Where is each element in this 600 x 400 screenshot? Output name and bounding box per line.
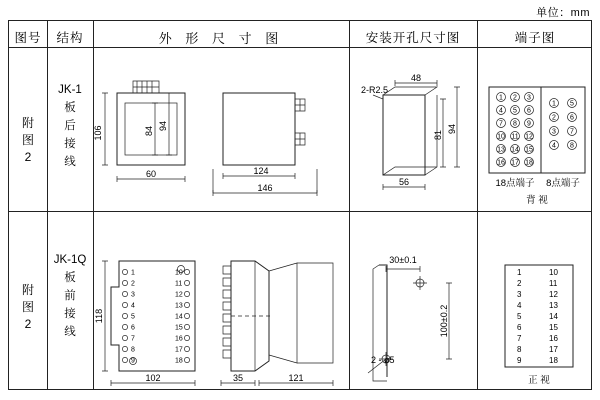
row2-dim-102: 102 [145,373,161,383]
svg-text:11: 11 [549,279,558,288]
svg-text:13: 13 [549,301,558,310]
svg-text:6: 6 [527,107,531,115]
svg-text:6: 6 [570,114,574,122]
svg-text:10: 10 [175,269,183,277]
row1-dim-56: 56 [398,177,410,187]
svg-text:16: 16 [497,159,505,167]
svg-text:12: 12 [175,291,183,299]
svg-text:10: 10 [497,133,505,141]
svg-text:4: 4 [499,107,503,115]
row2-structure-2: 板 [64,272,76,284]
row1-fig-no-1: 附 [21,116,34,130]
row2-terminal-numbers-left [517,268,522,365]
row2-fig-no-1: 附 [21,283,34,297]
row2-structure-3: 前 [64,290,76,302]
svg-text:8: 8 [131,346,135,354]
drawing-table [8,20,592,390]
svg-text:5: 5 [513,107,517,115]
svg-text:1: 1 [499,94,503,102]
svg-text:1: 1 [517,268,522,277]
svg-text:4: 4 [517,301,522,310]
svg-text:18: 18 [549,356,558,365]
svg-text:3: 3 [527,94,531,102]
svg-text:18: 18 [175,357,183,365]
svg-text:15: 15 [549,323,558,332]
svg-text:7: 7 [499,120,503,128]
row1-dim-r25: 2-R2.5 [361,85,389,95]
svg-text:5: 5 [517,312,522,321]
header-mounting: 安装开孔尺寸图 [365,31,461,45]
row2-dim-30: 30±0.1 [389,255,417,265]
row1-dim-48: 48 [410,73,422,83]
svg-text:1: 1 [552,100,556,108]
svg-text:4: 4 [131,302,135,310]
row2-dim-2o5: 2 - ø5 [371,355,395,365]
row2-dim-100: 100±0.2 [439,304,449,338]
svg-text:8: 8 [570,142,574,150]
svg-text:9: 9 [527,120,531,128]
svg-text:9: 9 [517,356,522,365]
row2-terminal-numbers-right [549,268,558,365]
row1-terminal-view-label: 背 视 [526,195,548,206]
row1-structure-4: 接 [64,138,76,150]
svg-text:3: 3 [552,128,556,136]
svg-text:3: 3 [517,290,522,299]
row1-structure-1: JK-1 [58,84,82,96]
svg-text:13: 13 [175,302,183,310]
row1-fig-no-2: 图 [21,133,34,147]
row1-structure-2: 板 [64,102,76,114]
svg-text:10: 10 [549,268,558,277]
row1-drawings [9,21,593,391]
svg-text:8: 8 [513,120,517,128]
svg-text:11: 11 [511,133,519,141]
row1-fig-no-3: 2 [24,150,32,164]
svg-text:17: 17 [511,159,519,167]
row2-left-terminals [122,269,135,364]
row2-structure-4: 接 [64,308,76,320]
row1-terminal-18-label: 18点端子 [495,178,535,189]
svg-text:16: 16 [549,334,558,343]
svg-text:8: 8 [517,345,522,354]
row2-structure-5: 线 [64,326,76,338]
svg-text:2: 2 [513,94,517,102]
row1-dim-84: 84 [144,125,154,137]
svg-text:2: 2 [517,279,522,288]
svg-text:17: 17 [549,345,558,354]
svg-text:13: 13 [497,146,505,154]
row2-side-terminals [223,266,231,358]
svg-text:14: 14 [175,313,183,321]
row2-dim-35: 35 [232,373,244,383]
svg-text:12: 12 [525,133,533,141]
svg-text:9: 9 [131,357,135,365]
row2-dim-121: 121 [288,373,304,383]
header-fig-no: 图号 [14,31,42,45]
row2-structure-1: JK-1Q [53,254,87,266]
svg-text:6: 6 [131,324,135,332]
svg-text:15: 15 [175,324,183,332]
row1-terminal-18pt [497,93,534,167]
svg-text:2: 2 [552,114,556,122]
header-terminal: 端子图 [514,31,556,45]
svg-text:1: 1 [131,269,135,277]
svg-text:2: 2 [131,280,135,288]
svg-text:7: 7 [570,128,574,136]
svg-text:17: 17 [175,346,183,354]
unit-note: 单位：mm [536,7,590,19]
row1-dim-81: 81 [433,129,443,141]
row1-structure-5: 线 [64,156,76,168]
row2-right-terminals [175,269,190,364]
svg-text:3: 3 [131,291,135,299]
svg-text:5: 5 [570,100,574,108]
svg-text:14: 14 [549,312,558,321]
row2-dim-118: 118 [94,308,104,324]
row2-terminal-view-label: 正 视 [528,375,550,386]
svg-text:6: 6 [517,323,522,332]
svg-text:18: 18 [525,159,533,167]
svg-text:11: 11 [175,280,183,288]
header-structure: 结构 [56,31,84,45]
row1-dim-146: 146 [257,183,273,193]
svg-text:15: 15 [525,146,533,154]
svg-text:14: 14 [511,146,519,154]
row1-dim-106: 106 [93,125,103,141]
row1-dim-94b: 94 [447,123,457,135]
row2-fig-no-2: 图 [21,300,34,314]
svg-text:7: 7 [131,335,135,343]
svg-text:4: 4 [552,142,556,150]
row1-dim-124: 124 [253,166,269,176]
svg-text:16: 16 [175,335,183,343]
header-outline: 外 形 尺 寸 图 [158,31,284,46]
row1-dim-94: 94 [158,120,168,132]
svg-text:7: 7 [517,334,522,343]
row2-fig-no-3: 2 [24,317,32,331]
row1-terminal-8pt [550,99,577,150]
svg-text:12: 12 [549,290,558,299]
row1-terminal-8-label: 8点端子 [546,178,580,189]
svg-text:5: 5 [131,313,135,321]
row1-dim-60: 60 [145,169,157,179]
row1-structure-3: 后 [64,120,76,132]
